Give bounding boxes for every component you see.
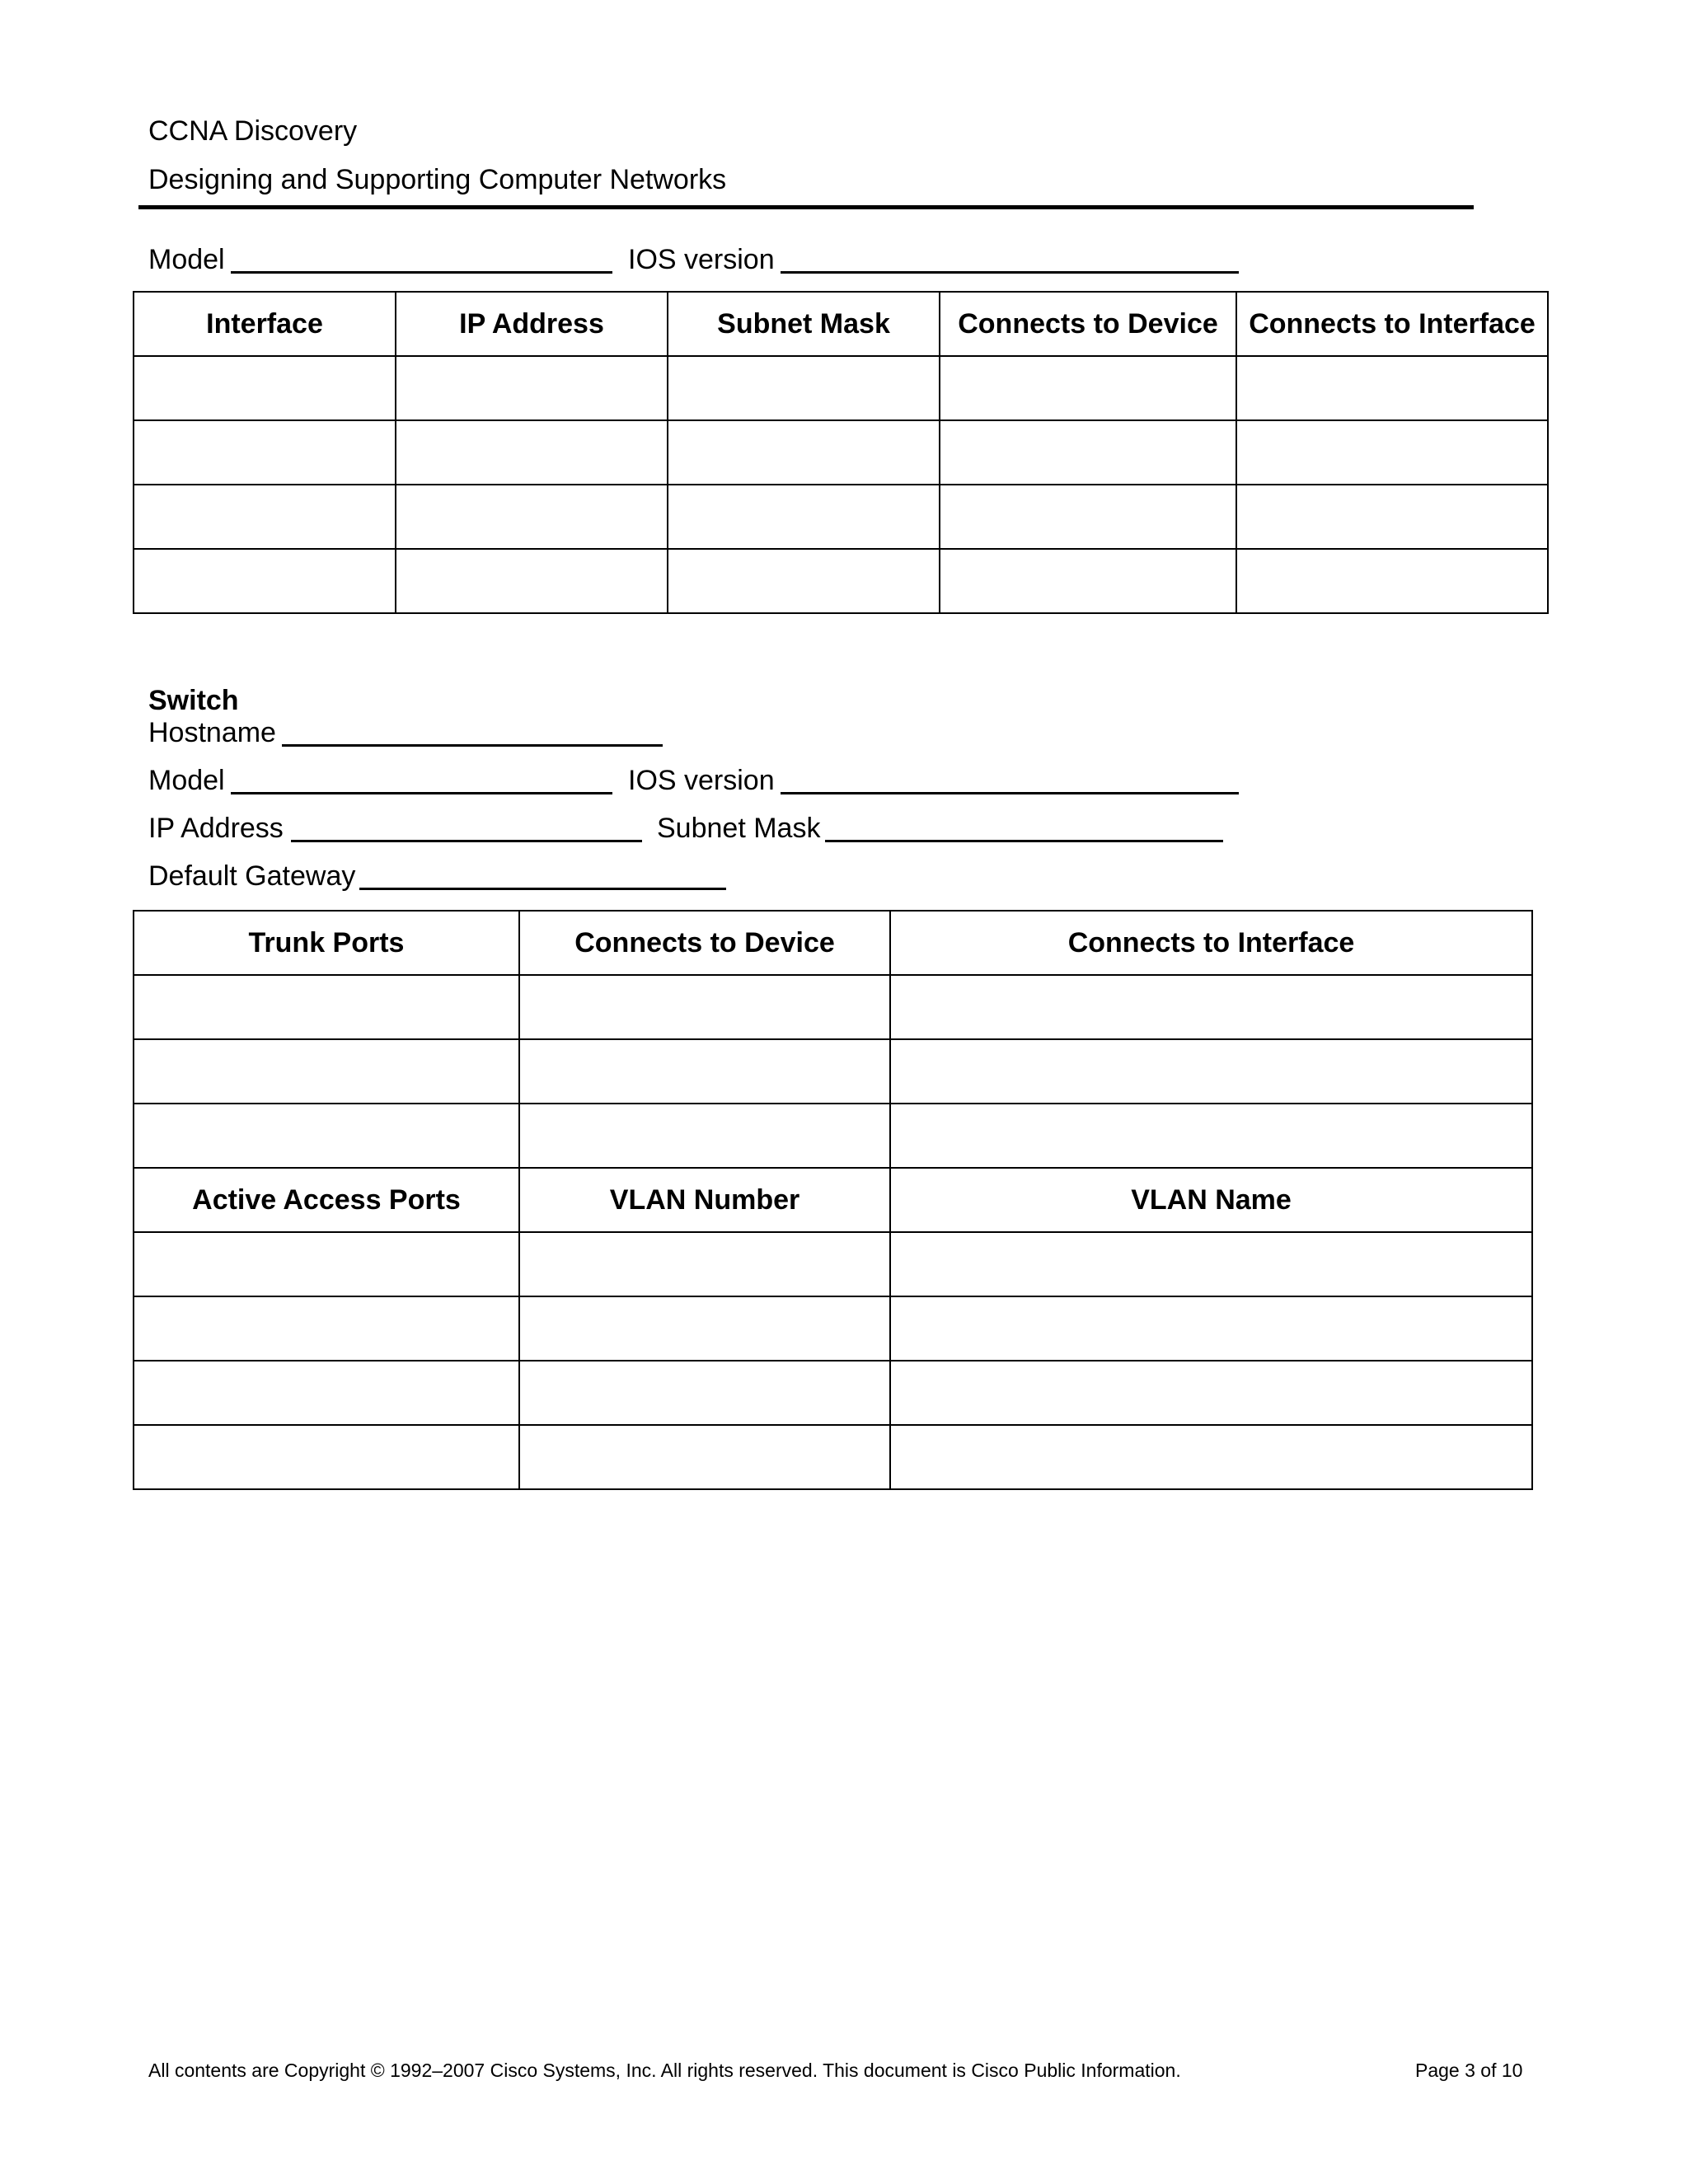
table-cell[interactable] (134, 420, 396, 485)
footer-copyright: All contents are Copyright © 1992–2007 Cisco Systems, Inc. All rights reserved. This document is Cisco Public Information. (148, 2060, 1181, 2081)
table-row (134, 1296, 1532, 1361)
header-course-subtitle: Designing and Supporting Computer Networks (148, 164, 727, 195)
table-cell[interactable] (1236, 420, 1548, 485)
table-cell[interactable] (1236, 356, 1548, 420)
table-cell[interactable] (940, 549, 1236, 613)
router-interface-table (133, 291, 1549, 614)
router-ios-label: IOS version (628, 244, 775, 275)
table-cell[interactable] (1236, 485, 1548, 549)
table-cell[interactable] (890, 1232, 1532, 1296)
table-cell[interactable] (668, 420, 940, 485)
header-vlan-number: VLAN Number (519, 1168, 890, 1232)
table-cell[interactable] (134, 356, 396, 420)
table-cell[interactable] (890, 1104, 1532, 1168)
trunk-header-row (134, 911, 1532, 975)
header-vlan-name: VLAN Name (890, 1168, 1532, 1232)
switch-model-label: Model (148, 765, 225, 796)
table-row (134, 549, 1548, 613)
table-cell[interactable] (519, 1361, 890, 1425)
table-cell[interactable] (134, 1425, 519, 1489)
router-model-blank[interactable] (231, 271, 612, 274)
table-cell[interactable] (668, 549, 940, 613)
router-model-label: Model (148, 244, 225, 275)
table-cell[interactable] (519, 1296, 890, 1361)
table-cell[interactable] (396, 420, 668, 485)
switch-section-title: Switch (148, 685, 239, 716)
switch-hostname-blank[interactable] (282, 744, 663, 747)
switch-gateway-blank[interactable] (359, 888, 726, 890)
header-interface: Interface (134, 292, 396, 356)
header-ip-address: IP Address (396, 292, 668, 356)
table-cell[interactable] (134, 1104, 519, 1168)
table-cell[interactable] (134, 1039, 519, 1104)
table-row (134, 1039, 1532, 1104)
header-active-access-ports: Active Access Ports (134, 1168, 519, 1232)
header-connects-to-device: Connects to Device (519, 911, 890, 975)
table-row (134, 1361, 1532, 1425)
header-course-title: CCNA Discovery (148, 115, 358, 147)
table-row (134, 420, 1548, 485)
table-cell[interactable] (134, 549, 396, 613)
table-cell[interactable] (890, 1296, 1532, 1361)
header-connects-to-interface: Connects to Interface (890, 911, 1532, 975)
table-cell[interactable] (134, 1232, 519, 1296)
table-cell[interactable] (890, 1039, 1532, 1104)
table-cell[interactable] (890, 975, 1532, 1039)
table-cell[interactable] (519, 1232, 890, 1296)
table-cell[interactable] (890, 1425, 1532, 1489)
table-cell[interactable] (396, 356, 668, 420)
table-cell[interactable] (519, 1425, 890, 1489)
table-cell[interactable] (396, 485, 668, 549)
table-cell[interactable] (134, 975, 519, 1039)
table-cell[interactable] (519, 1039, 890, 1104)
table-row (134, 975, 1532, 1039)
table-cell[interactable] (668, 356, 940, 420)
switch-ip-label: IP Address (148, 813, 284, 844)
table-cell[interactable] (940, 420, 1236, 485)
table-cell[interactable] (396, 549, 668, 613)
router-ios-blank[interactable] (781, 271, 1239, 274)
header-connects-to-device: Connects to Device (940, 292, 1236, 356)
switch-gateway-label: Default Gateway (148, 860, 356, 892)
header-connects-to-interface: Connects to Interface (1236, 292, 1548, 356)
header-trunk-ports: Trunk Ports (134, 911, 519, 975)
table-row (134, 1104, 1532, 1168)
router-table-header-row (134, 292, 1548, 356)
footer-page-number: Page 3 of 10 (1415, 2060, 1523, 2081)
switch-ios-label: IOS version (628, 765, 775, 796)
table-cell[interactable] (940, 485, 1236, 549)
table-cell[interactable] (134, 1296, 519, 1361)
table-row (134, 1232, 1532, 1296)
switch-ports-table (133, 910, 1533, 1490)
table-cell[interactable] (940, 356, 1236, 420)
table-cell[interactable] (519, 975, 890, 1039)
table-cell[interactable] (1236, 549, 1548, 613)
switch-ip-blank[interactable] (291, 840, 642, 842)
header-divider (138, 205, 1474, 209)
switch-model-blank[interactable] (231, 792, 612, 794)
switch-hostname-label: Hostname (148, 717, 276, 748)
table-cell[interactable] (519, 1104, 890, 1168)
switch-subnet-blank[interactable] (825, 840, 1223, 842)
switch-subnet-label: Subnet Mask (657, 813, 821, 844)
table-cell[interactable] (668, 485, 940, 549)
table-row (134, 1425, 1532, 1489)
table-row (134, 485, 1548, 549)
table-row (134, 356, 1548, 420)
access-header-row (134, 1168, 1532, 1232)
table-cell[interactable] (134, 1361, 519, 1425)
table-cell[interactable] (890, 1361, 1532, 1425)
switch-ios-blank[interactable] (781, 792, 1239, 794)
header-subnet-mask: Subnet Mask (668, 292, 940, 356)
table-cell[interactable] (134, 485, 396, 549)
